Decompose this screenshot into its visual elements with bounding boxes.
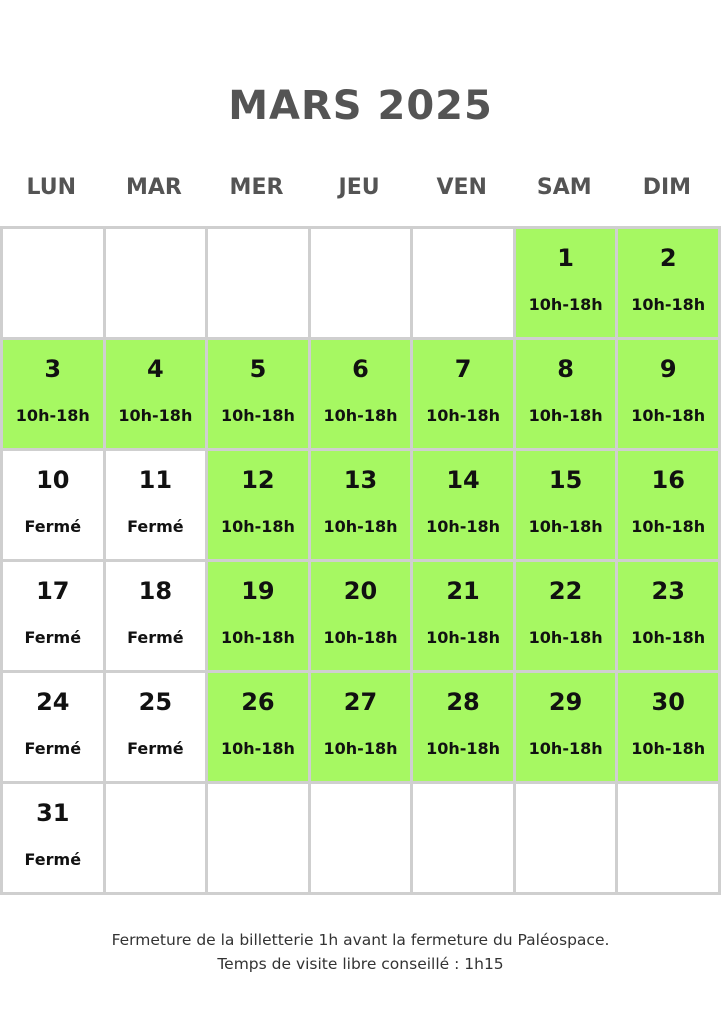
opening-hours: 10h-18h (426, 628, 501, 647)
weekday-header-row (0, 170, 721, 206)
day-cell-30 (618, 673, 718, 781)
opening-hours: 10h-18h (220, 406, 295, 425)
day-cell-22 (516, 562, 616, 670)
day-cell-11 (106, 451, 206, 559)
day-cell-19 (208, 562, 308, 670)
day-cell-5 (208, 340, 308, 448)
day-number: 2 (659, 244, 677, 272)
closed-label: Fermé (24, 517, 82, 536)
weekday-sam: SAM (536, 175, 592, 200)
empty-day-cell (106, 784, 206, 892)
empty-day-cell (208, 784, 308, 892)
day-cell-13 (311, 451, 411, 559)
opening-hours: 10h-18h (323, 517, 398, 536)
opening-hours: 10h-18h (323, 739, 398, 758)
day-cell-29 (516, 673, 616, 781)
day-number: 27 (343, 688, 378, 716)
weekday-jeu: JEU (338, 175, 380, 200)
day-number: 8 (557, 355, 574, 383)
closed-label: Fermé (24, 739, 82, 758)
closed-label: Fermé (127, 628, 184, 647)
opening-hours: 10h-18h (631, 517, 706, 536)
closed-label: Fermé (24, 628, 82, 647)
closed-label: Fermé (127, 517, 184, 536)
day-cell-24 (3, 673, 103, 781)
day-number: 24 (36, 688, 70, 716)
opening-hours: 10h-18h (528, 517, 603, 536)
day-number: 31 (36, 799, 70, 827)
opening-hours: 10h-18h (631, 406, 706, 425)
day-cell-6 (311, 340, 411, 448)
day-cell-15 (516, 451, 616, 559)
footer-note (0, 928, 721, 976)
opening-hours: 10h-18h (220, 517, 295, 536)
day-number: 21 (446, 577, 480, 605)
day-number: 15 (548, 466, 583, 494)
day-number: 22 (548, 577, 583, 605)
opening-hours: 10h-18h (323, 628, 398, 647)
opening-hours: 10h-18h (528, 628, 603, 647)
day-number: 16 (651, 466, 685, 494)
day-cell-27 (311, 673, 411, 781)
closed-label: Fermé (24, 850, 82, 869)
opening-hours: 10h-18h (426, 406, 501, 425)
day-cell-20 (311, 562, 411, 670)
day-number: 29 (548, 688, 583, 716)
day-cell-16 (618, 451, 718, 559)
day-cell-8 (516, 340, 616, 448)
empty-day-cell (311, 784, 411, 892)
empty-day-cell (618, 784, 718, 892)
day-cell-12 (208, 451, 308, 559)
weekday-dim: DIM (642, 175, 692, 200)
opening-hours: 10h-18h (118, 406, 193, 425)
empty-day-cell (516, 784, 616, 892)
calendar-grid (0, 226, 721, 895)
day-cell-2 (618, 229, 718, 337)
empty-day-cell (413, 784, 513, 892)
day-cell-21 (413, 562, 513, 670)
day-cell-23 (618, 562, 718, 670)
day-number: 3 (44, 355, 62, 383)
day-cell-14 (413, 451, 513, 559)
day-number: 10 (36, 466, 70, 494)
opening-hours: 10h-18h (631, 739, 706, 758)
empty-day-cell (106, 229, 206, 337)
closed-label: Fermé (127, 739, 184, 758)
calendar-title: MARS 2025 (228, 83, 493, 129)
opening-hours: 10h-18h (220, 739, 295, 758)
day-number: 14 (446, 466, 480, 494)
opening-hours: 10h-18h (631, 295, 706, 314)
day-number: 5 (249, 355, 267, 383)
empty-day-cell (208, 229, 308, 337)
weekday-mer: MER (229, 175, 284, 200)
day-cell-18 (106, 562, 206, 670)
day-cell-26 (208, 673, 308, 781)
day-cell-28 (413, 673, 513, 781)
day-number: 23 (651, 577, 685, 605)
day-number: 18 (138, 577, 173, 605)
opening-hours: 10h-18h (528, 739, 603, 758)
day-number: 13 (343, 466, 378, 494)
opening-hours: 10h-18h (528, 295, 603, 314)
day-cell-17 (3, 562, 103, 670)
day-number: 4 (147, 355, 164, 383)
empty-day-cell (413, 229, 513, 337)
weekday-ven: VEN (436, 175, 487, 200)
day-cell-31 (3, 784, 103, 892)
day-number: 30 (651, 688, 685, 716)
empty-day-cell (3, 229, 103, 337)
day-number: 1 (557, 244, 574, 272)
day-number: 26 (241, 688, 275, 716)
day-cell-3 (3, 340, 103, 448)
day-number: 6 (352, 355, 369, 383)
opening-hours: 10h-18h (323, 406, 398, 425)
day-number: 11 (138, 466, 173, 494)
opening-hours: 10h-18h (426, 739, 501, 758)
day-number: 17 (36, 577, 70, 605)
opening-hours: 10h-18h (220, 628, 295, 647)
day-number: 28 (446, 688, 480, 716)
day-number: 20 (343, 577, 378, 605)
footer-line-visit-time: Temps de visite libre conseillé : 1h15 (217, 955, 504, 973)
day-number: 7 (454, 355, 472, 383)
day-number: 25 (138, 688, 173, 716)
day-cell-9 (618, 340, 718, 448)
day-cell-10 (3, 451, 103, 559)
weekday-lun: LUN (26, 175, 77, 200)
opening-hours: 10h-18h (426, 517, 501, 536)
weekday-mar: MAR (125, 175, 182, 200)
day-number: 19 (241, 577, 275, 605)
opening-hours: 10h-18h (631, 628, 706, 647)
footer-line-ticketing: Fermeture de la billetterie 1h avant la fermeture du Paléospace. (111, 931, 610, 949)
day-number: 12 (241, 466, 275, 494)
empty-day-cell (311, 229, 411, 337)
day-number: 9 (659, 355, 677, 383)
day-cell-7 (413, 340, 513, 448)
day-cell-1 (516, 229, 616, 337)
day-cell-4 (106, 340, 206, 448)
day-cell-25 (106, 673, 206, 781)
opening-hours: 10h-18h (15, 406, 90, 425)
opening-hours: 10h-18h (528, 406, 603, 425)
